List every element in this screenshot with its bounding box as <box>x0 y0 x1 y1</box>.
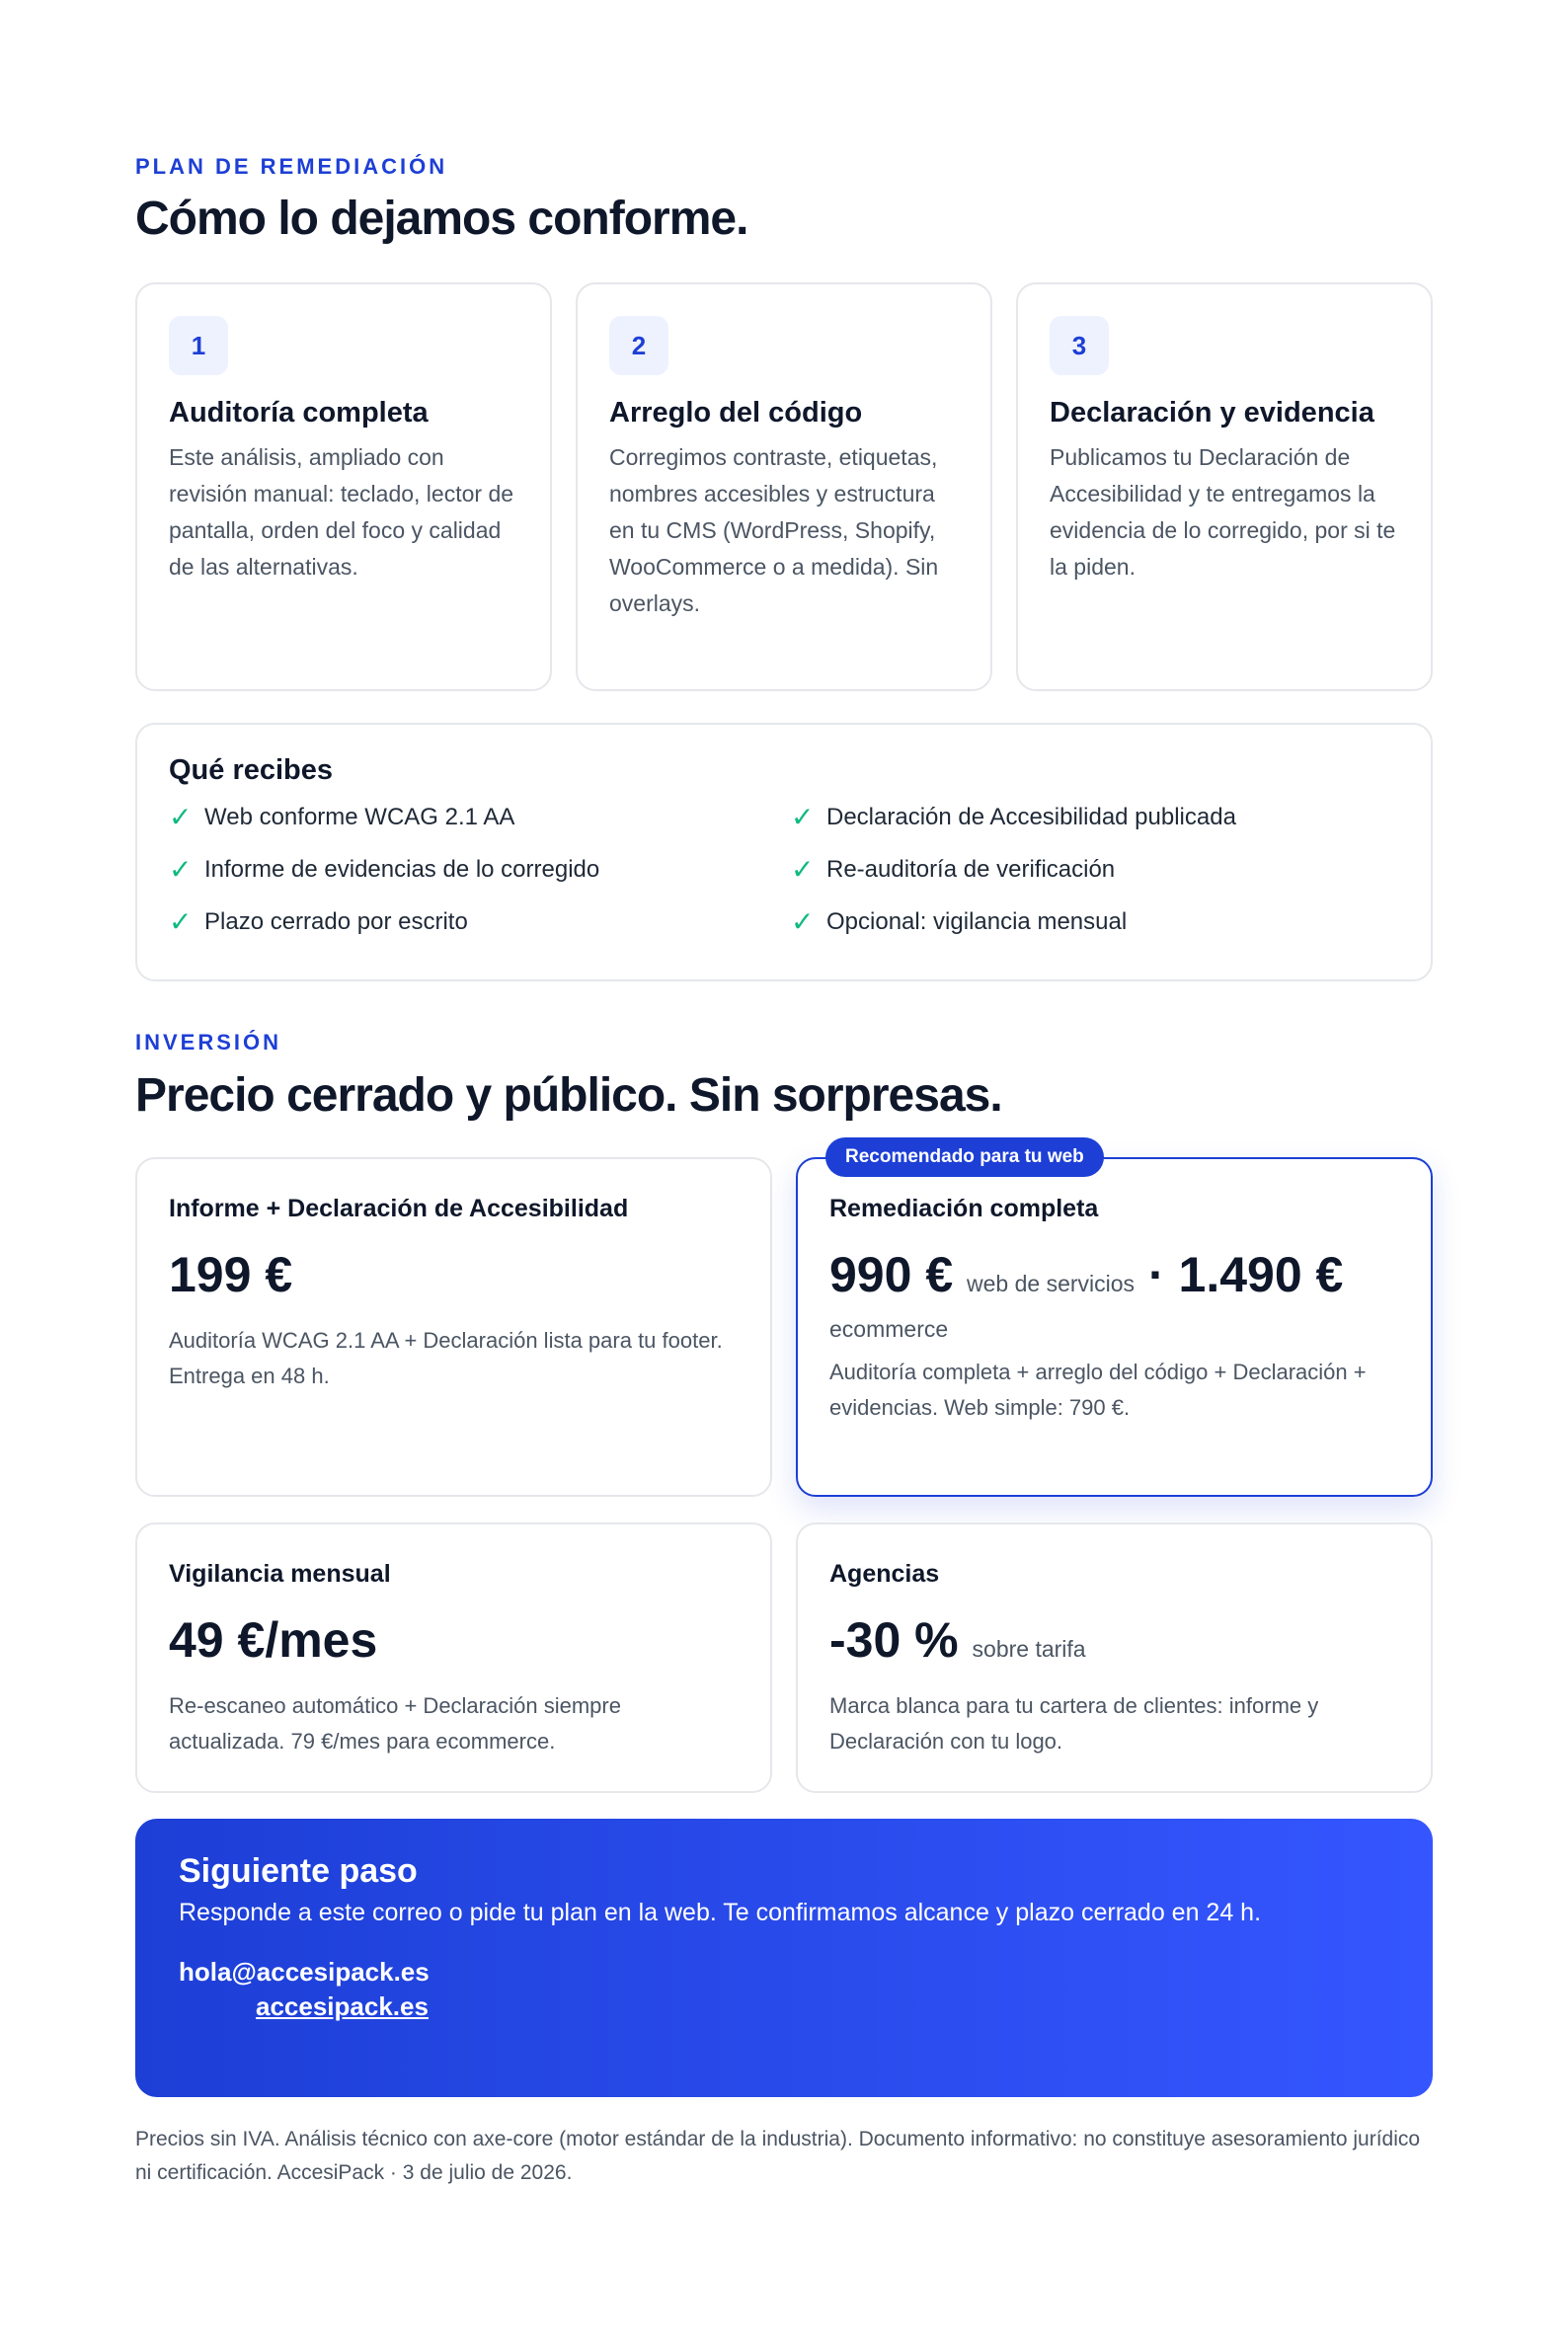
steps-row <box>135 282 1433 691</box>
plan-card-report <box>135 1157 772 1497</box>
recommended-badge: Recomendado para tu web <box>825 1137 1104 1177</box>
list-item-label: Plazo cerrado por escrito <box>204 907 468 935</box>
deliverables-card <box>135 723 1433 981</box>
plan-name: Informe + Declaración de Accesibilidad <box>169 1195 629 1222</box>
pricing-row-2 <box>135 1522 1433 1793</box>
list-item <box>791 903 1399 940</box>
contact-email[interactable]: hola@accesipack.es <box>179 1957 430 1987</box>
investment-eyebrow: INVERSIÓN <box>135 1030 282 1054</box>
list-item-label: Re-auditoría de verificación <box>826 855 1116 883</box>
step-title: Auditoría completa <box>169 397 429 429</box>
step-card-3 <box>1016 282 1433 691</box>
next-step-title: Siguiente paso <box>179 1852 418 1890</box>
list-item-label: Informe de evidencias de lo corregido <box>204 855 600 883</box>
list-item-label: Opcional: vigilancia mensual <box>826 907 1128 935</box>
list-item <box>791 799 1399 835</box>
step-text: Corregimos contraste, etiquetas, nombres accesibles y estructura en tu CMS (WordPress, Shopify, WooCommerce o a medida). Sin overlays. <box>609 444 939 616</box>
plan-price <box>829 1608 1399 1673</box>
step-number: 3 <box>1050 316 1109 375</box>
plan-description: Marca blanca para tu cartera de clientes: informe y Declaración con tu logo. <box>829 1693 1319 1754</box>
check-icon: ✓ <box>791 802 815 832</box>
list-item-label: Web conforme WCAG 2.1 AA <box>204 803 515 830</box>
step-number: 2 <box>609 316 668 375</box>
pricing-grid <box>135 1146 1433 1793</box>
investment-title: Precio cerrado y público. Sin sorpresas. <box>135 1069 1002 1122</box>
plan-price: 49 €/mes <box>169 1612 378 1668</box>
check-icon: ✓ <box>791 906 815 937</box>
plan-price-services: 990 € <box>829 1247 954 1302</box>
step-title: Arreglo del código <box>609 397 863 429</box>
check-icon: ✓ <box>169 906 193 937</box>
plan-price-ecommerce: 1.490 € <box>1178 1247 1344 1302</box>
step-text: Publicamos tu Declaración de Accesibilidad y te entregamos la evidencia de lo corregido, por si te la piden. <box>1050 444 1396 580</box>
check-icon: ✓ <box>169 854 193 885</box>
step-title: Declaración y evidencia <box>1050 397 1374 429</box>
plan-card-remediation <box>796 1146 1433 1497</box>
plan-price: 199 € <box>169 1247 293 1302</box>
list-item <box>169 851 791 888</box>
deliverables-list <box>169 799 1399 940</box>
remediation-title: Cómo lo dejamos conforme. <box>135 193 748 245</box>
step-number: 1 <box>169 316 228 375</box>
plan-card-monitoring <box>135 1522 772 1793</box>
list-item <box>791 851 1399 888</box>
pricing-row-1 <box>135 1146 1433 1497</box>
plan-description: Auditoría WCAG 2.1 AA + Declaración lista para tu footer. Entrega en 48 h. <box>169 1328 723 1388</box>
list-item-label: Declaración de Accesibilidad publicada <box>826 803 1236 830</box>
step-text: Este análisis, ampliado con revisión manual: teclado, lector de pantalla, orden del foco y calidad de las alternativas. <box>169 444 514 580</box>
website-link[interactable]: accesipack.es <box>256 1991 429 2021</box>
deliverables-title: Qué recibes <box>169 754 334 786</box>
plan-description: Auditoría completa + arreglo del código + Declaración + evidencias. Web simple: 790 €. <box>829 1359 1367 1420</box>
plan-discount: -30 % <box>829 1612 959 1668</box>
step-card-1 <box>135 282 552 691</box>
plan-price-ecommerce-note: ecommerce <box>829 1316 949 1342</box>
remediation-eyebrow: PLAN DE REMEDIACIÓN <box>135 154 448 179</box>
plan-discount-note: sobre tarifa <box>972 1636 1086 1662</box>
plan-description: Re-escaneo automático + Declaración siempre actualizada. 79 €/mes para ecommerce. <box>169 1693 621 1754</box>
step-card-2 <box>576 282 992 691</box>
list-item <box>169 903 791 940</box>
check-icon: ✓ <box>791 854 815 885</box>
plan-name: Vigilancia mensual <box>169 1560 391 1588</box>
check-icon: ✓ <box>169 802 193 832</box>
plan-price-services-note: web de servicios <box>967 1271 1136 1296</box>
plan-name: Agencias <box>829 1560 940 1588</box>
plan-card-agencies <box>796 1522 1433 1793</box>
next-step-text: Responde a este correo o pide tu plan en la web. Te confirmamos alcance y plazo cerrado en 24 h. <box>179 1899 1262 1926</box>
list-item <box>169 799 791 835</box>
plan-name: Remediación completa <box>829 1195 1099 1222</box>
price-separator: · <box>1147 1247 1165 1302</box>
plan-price <box>829 1243 1399 1345</box>
next-step-banner <box>135 1819 1433 2097</box>
footnote: Precios sin IVA. Análisis técnico con axe-core (motor estándar de la industria). Documento informativo: no constituye asesoramiento jurídico ni certificación. AccesiPack · 3 de julio de 2026. <box>135 2128 1421 2184</box>
